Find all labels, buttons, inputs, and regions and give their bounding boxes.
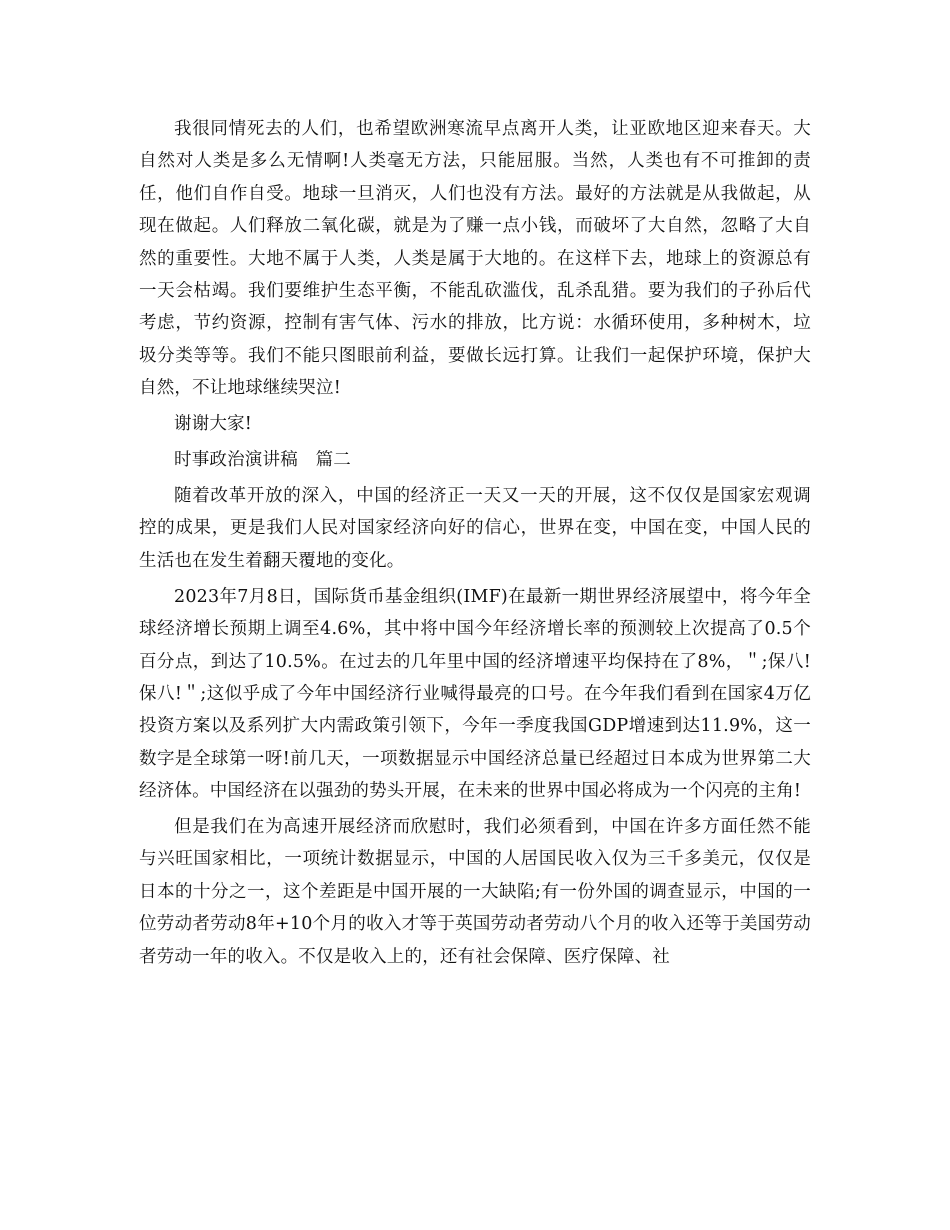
paragraph-imf-growth: 2023年7月8日，国际货币基金组织(IMF)在最新一期世界经济展望中，将今年全球经济增长预期上调至4.6%，其中将中国今年经济增长率的预测较上次提高了0.5个百分点，到达了10.5%。在过去的几年里中国的经济增速平均保持在了8%，＂;保八!保八!＂;这似乎成了今年中国经济行业喊得最亮的口号。在今年我们看到在国家4万亿投资方案以及系列扩大内需政策引领下，今年一季度我国GDP增速到达11.9%，这一数字是全球第一呀!前几天，一项数据显示中国经济总量已经超过日本成为世界第二大经济体。中国经济在以强劲的势头开展，在未来的世界中国必将成为一个闪亮的主角!: [139, 586, 811, 802]
paragraph-thanks: 谢谢大家!: [174, 414, 253, 435]
section-heading: 时事政治演讲稿 篇二: [174, 450, 351, 471]
paragraph-income-gap: 但是我们在为高速开展经济而欣慰时，我们必须看到，中国在许多方面任然不能与兴旺国家相比，一项统计数据显示，中国的人居国民收入仅为三千多美元，仅仅是日本的十分之一，这个差距是中国开展的一大缺陷;有一份外国的调查显示，中国的一位劳动者劳动8年+10个月的收入才等于英国劳动者劳动八个月的收入还等于美国劳动者劳动一年的收入。不仅是收入上的，还有社会保障、医疗保障、社: [139, 817, 811, 967]
document-body: [139, 113, 811, 973]
paragraph-reform: 随着改革开放的深入，中国的经济正一天又一天的开展，这不仅仅是国家宏观调控的成果，更是我们人民对国家经济向好的信心，世界在变，中国在变，中国人民的生活也在发生着翻天覆地的变化。: [139, 485, 811, 571]
paragraph-environment: 我很同情死去的人们，也希望欧洲寒流早点离开人类，让亚欧地区迎来春天。大自然对人类是多么无情啊!人类毫无方法，只能屈服。当然，人类也有不可推卸的责任，他们自作自受。地球一旦消灭，人们也没有方法。最好的方法就是从我做起，从现在做起。人们释放二氧化碳，就是为了赚一点小钱，而破坏了大自然，忽略了大自然的重要性。大地不属于人类，人类是属于大地的。在这样下去，地球上的资源总有一天会枯竭。我们要维护生态平衡，不能乱砍滥伐，乱杀乱猎。要为我们的子孙后代考虑，节约资源，控制有害气体、污水的排放，比方说：水循环使用，多种树木，垃圾分类等等。我们不能只图眼前利益，要做长远打算。让我们一起保护环境，保护大自然，不让地球继续哭泣!: [139, 119, 811, 399]
